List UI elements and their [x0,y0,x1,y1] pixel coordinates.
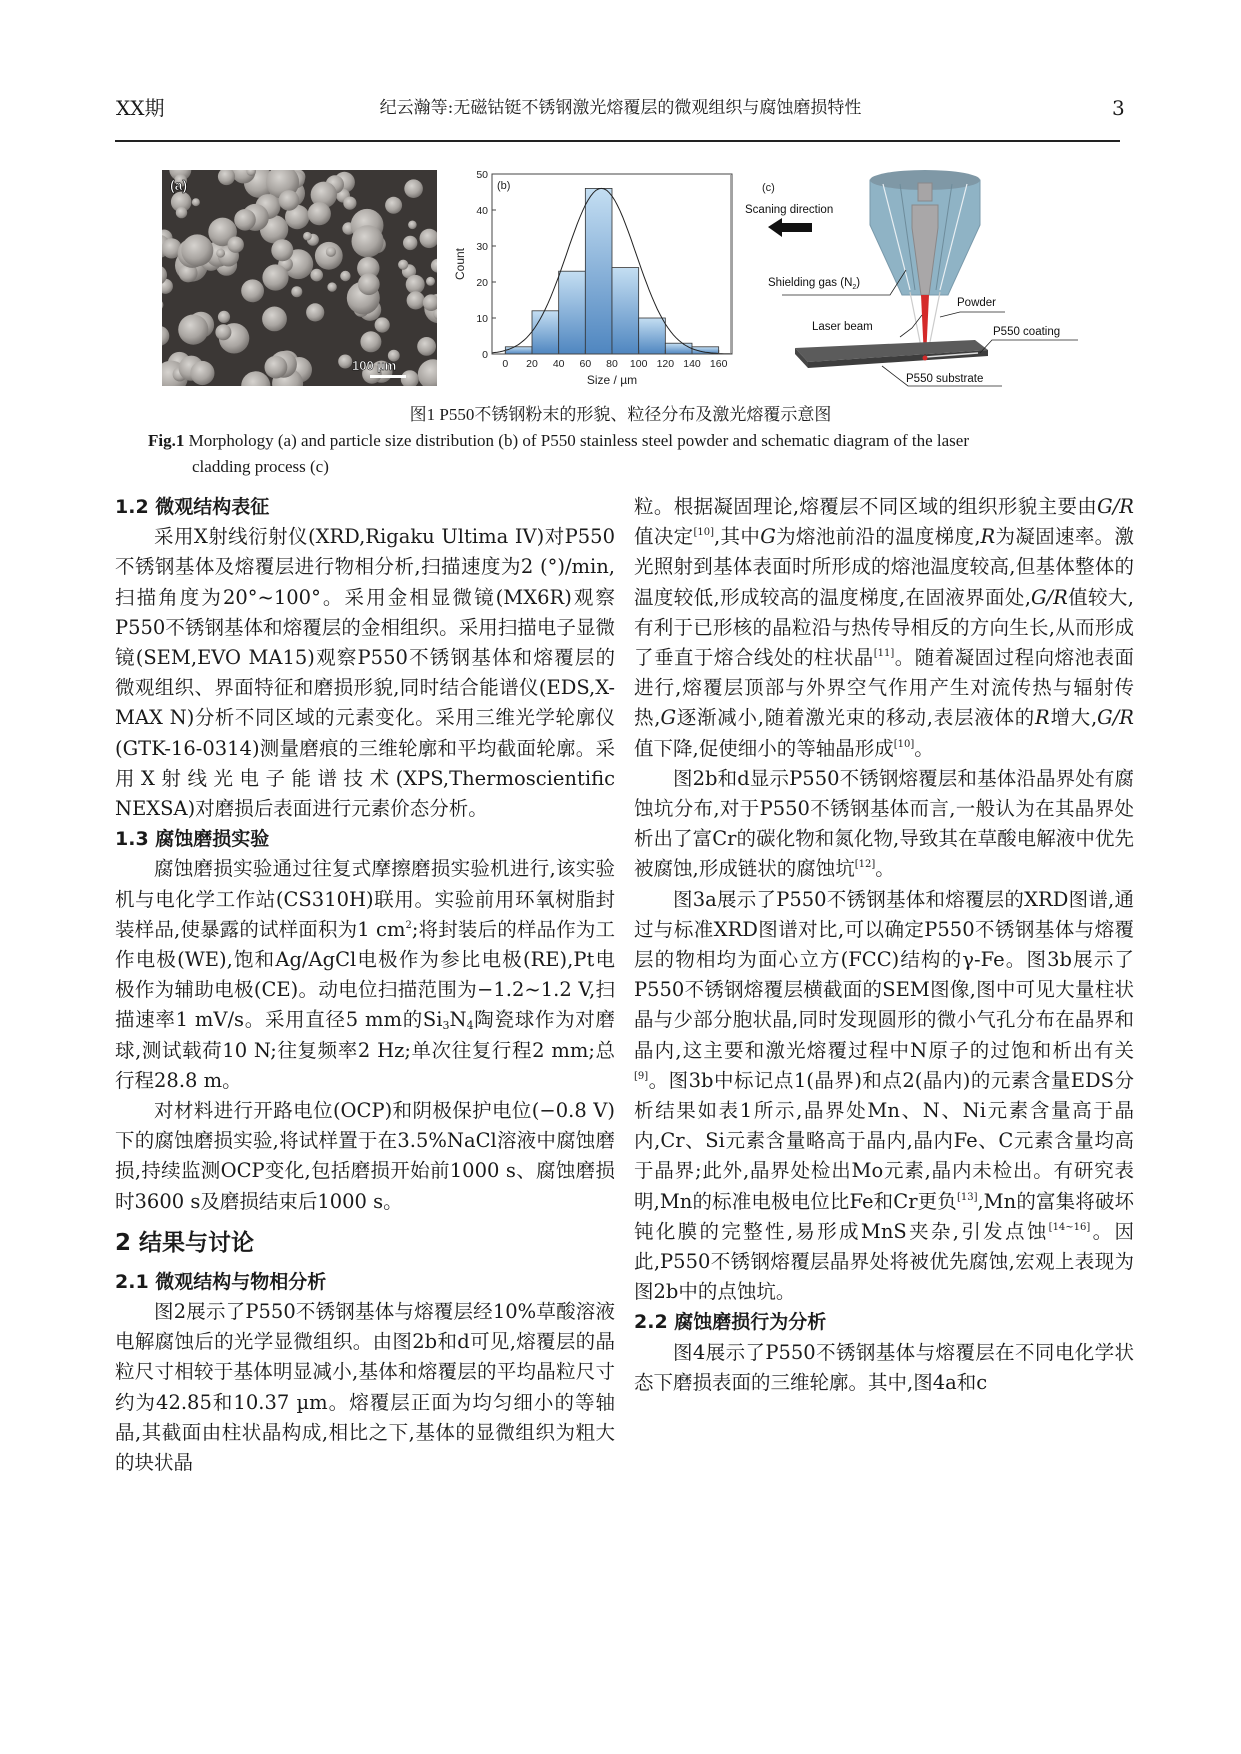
right-column [634,492,1134,1398]
powder-particle [326,247,336,257]
header-rule [115,140,1120,142]
powder-particle [291,286,302,297]
powder-particle [215,324,231,340]
figure-1b-histogram [440,160,740,390]
powder-particle [228,237,244,253]
figure-caption-cn: 图1 P550不锈钢粉末的形貌、粒径分布及激光熔覆示意图 [409,405,832,424]
powder-particle [262,264,288,290]
histogram-chart [440,160,740,390]
powder-particle [360,331,381,352]
scale-bar [370,375,406,378]
powder-particle [327,282,336,291]
paragraph-corrosion-pits: 图2b和d显示P550不锈钢熔覆层和基体沿晶界处有腐蚀坑分布,对于P550不锈钢基体而言,一般认为在其晶界处析出了富Cr的碳化物和氮化物,导致其在草酸电解液中优先被腐蚀,形成链状的腐蚀坑[12]。 [634,766,1134,881]
citation: [9] [634,1070,649,1082]
substrate-label: P550 substrate [906,373,984,385]
x-tick-label: 140 [683,358,701,370]
left-column [115,492,615,1478]
powder-label: Powder [957,297,996,309]
citation: [12] [854,859,876,871]
x-tick-label: 100 [629,358,648,370]
caption-en-continuation: cladding process (c) [192,457,329,476]
panel-b-label: (b) [497,180,511,192]
powder-particle [407,291,425,309]
powder-particle [406,275,425,294]
citation: [10] [893,738,915,750]
caption-en-label: Fig.1 [148,431,185,450]
melt-pool [923,356,928,361]
section-1-3-paragraph-1: 腐蚀磨损实验通过往复式摩擦磨损实验机进行,该实验机与电化学工作站(CS310H)联用。实验前用环氧树脂封装样品,使暴露的试样面积为1 $cm^2$;将封装后的样品作为工作电极(WE),饱和Ag/AgCl电极作为参比电极(RE),Pt电极作为辅助电极(CE)。动电位扫描范围为−1.2~1.2 V,扫描速率1 mV/s。采用直径5 mm的$Si_3N_4$陶瓷球作为对磨球,测试载荷10 N;往复频率2 Hz;单次往复行程2 mm;总行程28.8 m。 [115,857,615,1092]
scale-bar-label: 100 µm [352,358,397,373]
powder-particle [306,303,324,321]
powder-particle [358,273,380,295]
powder-particle [279,190,300,211]
histogram-bar [639,318,666,354]
citation: [13] [956,1191,978,1203]
powder-particle [234,209,256,231]
section-1-2-heading: 1.2 微观结构表征 [115,496,270,518]
scan-direction-label: Scaning direction [745,204,834,216]
powder-particle [265,356,288,379]
citation: [11] [873,648,895,660]
powder-particle [385,197,402,214]
figure-caption-en [148,428,1088,480]
powder-particle [241,279,264,302]
citation: [14~16] [1048,1221,1091,1233]
running-title: 纪云瀚等:无磁钴铤不锈钢激光熔覆层的微观组织与腐蚀磨损特性 [379,98,862,118]
section-2-2-heading: 2.2 腐蚀磨损行为分析 [634,1311,827,1334]
powder-particle [176,207,187,218]
powder-particle [216,249,225,258]
y-tick-label: 50 [476,169,488,181]
powder-particle [271,239,293,261]
powder-particle [262,307,287,332]
scan-direction-arrow-icon [768,218,812,237]
powder-particle [408,221,417,230]
panel-a-label: (a) [170,177,188,193]
y-tick-label: 20 [476,277,488,289]
histogram-bar [505,347,532,354]
section-1-3-paragraph-2: 对材料进行开路电位(OCP)和阴极保护电位(−0.8 V)下的腐蚀磨损实验,将试样置于在3.5%NaCl溶液中腐蚀磨损,持续监测OCP变化,包括磨损开始前1000 s、腐蚀磨损时3600 s及磨损结束后1000 s。 [115,1099,615,1213]
x-axis-label: Size / µm [586,373,638,387]
powder-particle [181,234,213,266]
y-tick-label: 0 [482,349,488,361]
powder-particle [303,232,312,241]
powder-particle [192,198,200,206]
y-tick-label: 30 [476,241,488,253]
powder-particle [338,355,352,369]
x-tick-label: 160 [709,358,728,370]
x-tick-label: 40 [552,358,565,370]
figure-1c-schematic [730,150,1110,390]
powder-particle [343,197,356,210]
powder-particle [375,317,390,332]
y-axis-label: Count [453,247,467,281]
x-tick-label: 120 [656,358,675,370]
issue-label: XX期 [116,96,165,120]
x-tick-label: 60 [579,358,592,370]
section-2-1-paragraph: 图2展示了P550不锈钢基体与熔覆层经10%草酸溶液电解腐蚀后的光学显微组织。由图2b和d可见,熔覆层的晶粒尺寸相较于基体明显减小,基体和熔覆层的平均晶粒尺寸约为42.85和10.37 µm。熔覆层正面为均匀细小的等轴晶,其截面由柱状晶构成,相比之下,基体的显微组织为粗大的块状晶 [115,1300,615,1475]
laser-head-top [918,183,932,201]
laser-cladding-schematic [730,150,1110,390]
powder-particle [190,361,214,385]
x-tick-label: 0 [502,358,509,370]
coating-label: P550 coating [993,326,1061,338]
histogram-bar [585,188,612,354]
section-1-2-paragraph: 采用X射线衍射仪(XRD,Rigaku Ultima IV)对P550不锈钢基体及熔覆层进行物相分析,扫描速度为2 (°)/min,扫描角度为20°~100°。采用金相显微镜(MX6R)观察P550不锈钢基体和熔覆层的金相组织。采用扫描电子显微镜(SEM,EVO MA15)观察P550不锈钢基体和熔覆层的微观组织、界面特征和磨损形貌,同时结合能谱仪(EDS,X-MAX N)分析不同区域的元素变化。采用三维光学轮廓仪(GTK-16-0314)测量磨痕的三维轮廓和平均截面轮廓。采用X射线光电子能谱技术(XPS,Thermoscientific NEXSA)对磨损后表面进行元素价态分析。 [115,525,615,821]
figure-1a-sem-image [162,170,437,386]
paragraph-xrd-sem: 图3a展示了P550不锈钢基体和熔覆层的XRD图谱,通过与标准XRD图谱对比,可以确定P550不锈钢基体与熔覆层的物相均为面心立方(FCC)结构的γ-Fe。图3b展示了P550不锈钢熔覆层横截面的SEM图像,图中可见大量柱状晶与少部分胞状晶,同时发现圆形的微小气孔分布在晶界和晶内,这主要和激光熔覆过程中N原子的过饱和析出有关[9]。图3b中标记点1(晶界)和点2(晶内)的元素含量EDS分析结果如表1所示,晶界处Mn、N、Ni元素含量高于晶内,Cr、Si元素含量略高于晶内,晶内Fe、C元素含量均高于晶界;此外,晶界处检出Mo元素,晶内未检出。有研究表明,Mn的标准电极电位比Fe和Cr更负[13],Mn的富集将破坏钝化膜的完整性,易形成MnS夹杂,引发点蚀[14~16]。因此,P550不锈钢熔覆层晶界处将被优先腐蚀,宏观上表现为图2b中的点蚀坑。 [634,887,1134,1304]
x-tick-label: 20 [526,358,538,370]
histogram-bar [532,311,559,354]
panel-c-label: (c) [762,182,775,194]
powder-particle [218,311,230,323]
histogram-bar [612,268,639,354]
section-2-1-heading: 2.1 微观结构与物相分析 [115,1270,327,1293]
histogram-bar [665,343,692,354]
powder-particle [340,271,350,281]
page-number: 3 [1112,96,1125,120]
powder-particle [352,225,384,257]
x-tick-label: 80 [606,358,618,370]
section-2-2-paragraph: 图4展示了P550不锈钢基体与熔覆层在不同电化学状态下磨损表面的三维轮廓。其中,图4a和c [634,1340,1134,1394]
laser-beam-label: Laser beam [812,321,873,333]
histogram-bar [559,271,586,354]
powder-particle [417,337,436,356]
powder-particle [178,315,208,345]
powder-particle [404,179,423,198]
shielding-gas-label: Shielding gas $(N_2)$ [768,277,861,291]
powder-particle [308,202,331,225]
y-tick-label: 10 [476,313,488,325]
section-1-3-heading: 1.3 腐蚀磨损实验 [115,828,270,851]
sem-powder-image [162,170,437,386]
powder-particle [426,277,435,286]
section-2-1-paragraph-cont: 粒。根据凝固理论,熔覆层不同区域的组织形貌主要由G/R值决定[10],其中G为熔池前沿的温度梯度,R为凝固速率。激光照射到基体表面时所形成的熔池温度较高,但基体整体的温度较低,形成较高的温度梯度,在固液界面处,G/R值较大,有利于已形核的晶粒沿与热传导相反的方向生长,从而形成了垂直于熔合线处的柱状晶[11]。随着凝固过程向熔池表面进行,熔覆层顶部与外界空气作用产生对流传热与辐射传热,G逐渐减小,随着激光束的移动,表层液体的R增大,G/R值下降,促使细小的等轴晶形成[10]。 [634,495,1134,760]
powder-particle [310,269,323,282]
section-2-heading: 2 结果与讨论 [115,1229,255,1256]
citation: [10] [693,527,715,539]
powder-particle [398,260,408,270]
y-tick-label: 40 [476,205,488,217]
caption-en-text: Morphology (a) and particle size distribution (b) of P550 stainless steel powder and schematic diagram of the laser [188,431,969,450]
powder-particle [403,236,417,250]
